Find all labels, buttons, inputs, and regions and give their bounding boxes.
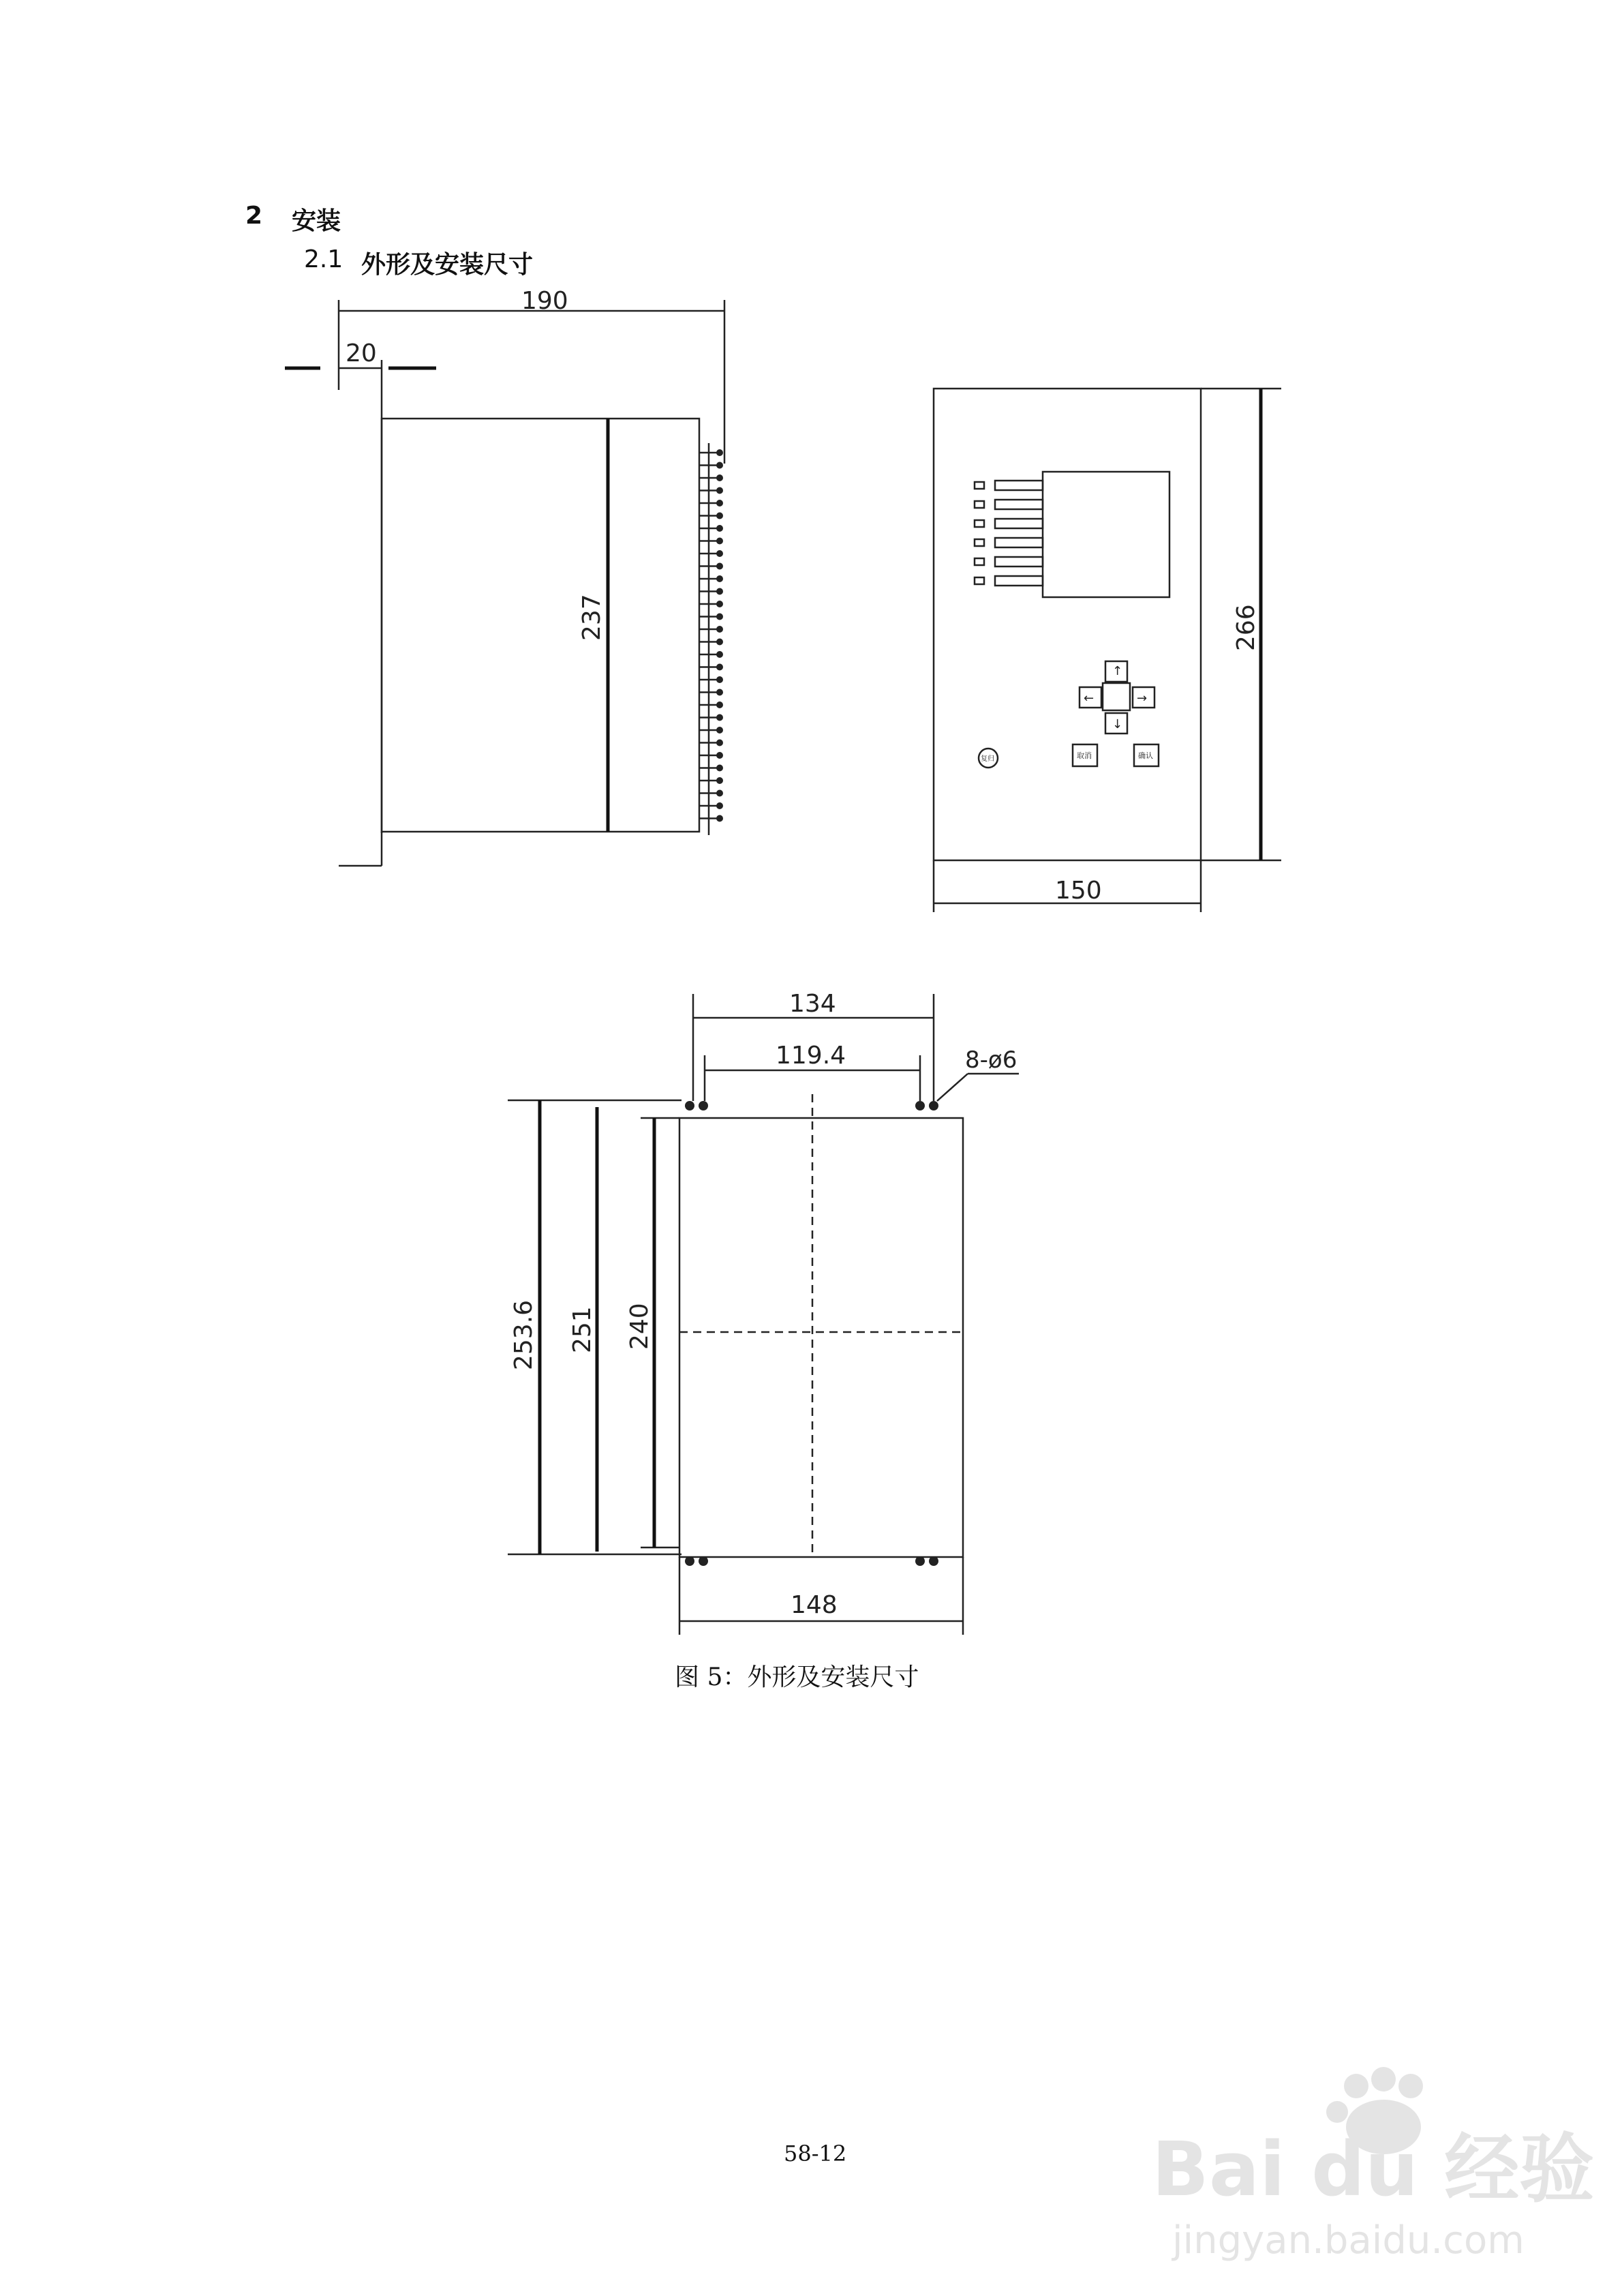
dim-label-190: 190 (521, 287, 568, 315)
key-confirm-label: 确认 (1138, 751, 1153, 760)
side-view (285, 287, 724, 866)
led-icon (975, 558, 984, 565)
terminal-screw (716, 664, 723, 671)
lcd-screen (1043, 472, 1169, 597)
dim-label-240: 240 (626, 1303, 654, 1350)
reset-button-label: 复归 (981, 755, 994, 763)
led-icon (975, 577, 984, 584)
dim-label-251: 251 (568, 1306, 596, 1353)
terminal-screw (716, 689, 723, 696)
terminal-screw (716, 601, 723, 607)
hole-tl-2 (699, 1101, 708, 1111)
led-icon (975, 520, 984, 527)
terminal-screw (716, 563, 723, 570)
hole-br-2 (929, 1556, 938, 1566)
hole-tr-1 (915, 1101, 925, 1111)
section-number: 2 (245, 202, 263, 230)
terminal-screw (716, 588, 723, 595)
terminal-screw (716, 614, 723, 620)
terminal-screw (716, 676, 723, 683)
dim-label-150: 150 (1055, 877, 1102, 905)
arrow-up-icon: ↑ (1112, 664, 1123, 678)
terminal-screw (716, 765, 723, 772)
dim-label-148: 148 (791, 1591, 838, 1619)
terminal-screw (716, 714, 723, 721)
keypad (979, 661, 1159, 768)
arrow-left-icon: ← (1084, 691, 1095, 706)
terminal-screw (716, 815, 723, 822)
hole-bl-1 (685, 1556, 694, 1566)
led-label-box (995, 519, 1043, 528)
dim-label-237: 237 (578, 594, 606, 641)
page-number: 58-12 (784, 2141, 847, 2166)
led-label-box (995, 481, 1043, 490)
hole-tl-1 (685, 1101, 694, 1111)
led-icon (975, 539, 984, 546)
cutout-view (508, 990, 1019, 1635)
terminal-screw (716, 474, 723, 481)
dim-label-266: 266 (1232, 604, 1260, 651)
terminal-screw (716, 513, 723, 519)
terminal-screw (716, 550, 723, 557)
led-icon (975, 482, 984, 489)
figure-caption: 图 5：外形及安装尺寸 (675, 1663, 919, 1691)
subsection-title: 外形及安装尺寸 (361, 251, 534, 279)
leader-holes (937, 1074, 968, 1101)
led-label-box (995, 576, 1043, 586)
hole-tr-2 (929, 1101, 938, 1111)
terminal-screw (716, 575, 723, 582)
baidu-jingyan-watermark (1152, 2059, 1595, 2263)
hole-spec-label: 8-ø6 (965, 1046, 1017, 1074)
dim-label-119: 119.4 (776, 1042, 846, 1070)
terminal-screw (716, 701, 723, 708)
terminal-screw (716, 639, 723, 646)
led-label-box (995, 538, 1043, 547)
watermark-brand: Bai du 经验 (1152, 2126, 1595, 2213)
terminal-screw (716, 651, 723, 658)
key-center (1103, 683, 1130, 710)
arrow-right-icon: → (1137, 691, 1148, 706)
watermark-url: jingyan.baidu.com (1172, 2218, 1525, 2263)
dim-label-20: 20 (346, 339, 377, 367)
arrow-down-icon: ↓ (1112, 717, 1123, 731)
terminal-screw (716, 752, 723, 759)
key-cancel-label: 取消 (1077, 751, 1092, 760)
terminal-screw (716, 449, 723, 456)
terminal-screw (716, 777, 723, 784)
terminal-screw (716, 525, 723, 532)
terminal-screw (716, 790, 723, 797)
cutout-rect (679, 1118, 963, 1557)
terminal-screw (716, 500, 723, 507)
rear-terminals (699, 443, 723, 835)
terminal-screw (716, 538, 723, 545)
front-view (934, 389, 1281, 912)
terminal-screw (716, 462, 723, 469)
led-icon (975, 501, 984, 508)
terminal-screw (716, 727, 723, 734)
section-title: 安装 (292, 207, 341, 235)
terminal-screw (716, 740, 723, 746)
subsection-number: 2.1 (304, 245, 343, 273)
hole-bl-2 (699, 1556, 708, 1566)
led-indicators (975, 481, 1043, 586)
terminal-screw (716, 802, 723, 809)
led-label-box (995, 557, 1043, 567)
side-body (382, 419, 699, 832)
dim-label-253: 253.6 (510, 1299, 538, 1370)
terminal-screw (716, 626, 723, 633)
dim-label-134: 134 (789, 990, 836, 1018)
front-panel (934, 389, 1201, 860)
led-label-box (995, 500, 1043, 509)
hole-br-1 (915, 1556, 925, 1566)
terminal-screw (716, 487, 723, 494)
